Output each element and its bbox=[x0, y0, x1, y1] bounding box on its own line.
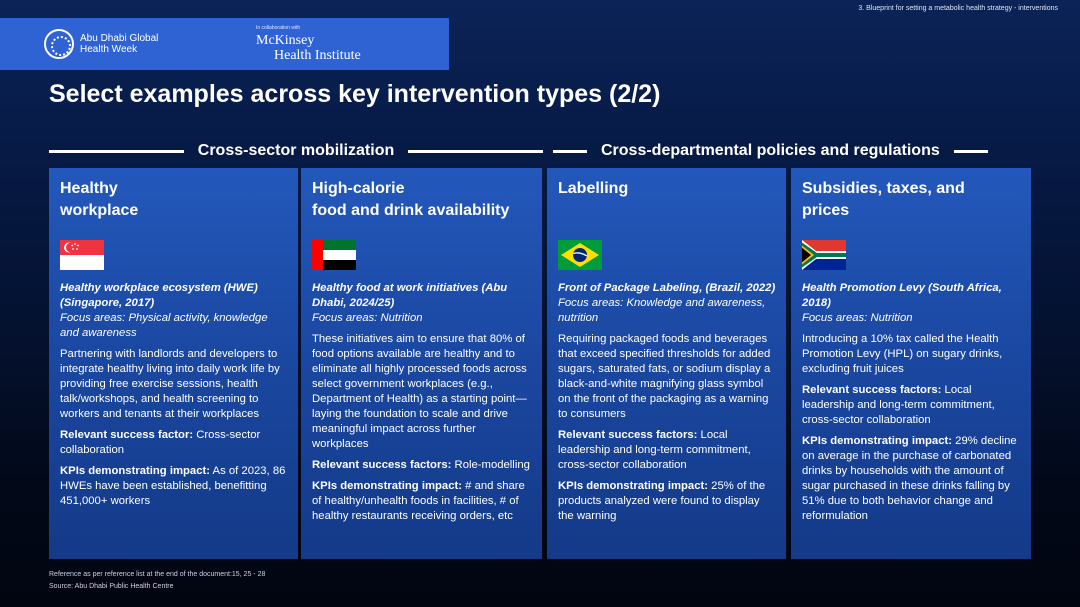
adghw-logo bbox=[44, 28, 174, 60]
page-title: Select examples across key intervention types (2/2) bbox=[49, 80, 661, 108]
footer-source: Source: Abu Dhabi Public Health Centre bbox=[49, 583, 174, 590]
kpi-impact: KPIs demonstrating impact: # and share of healthy/unhealth foods in facilities, # of healthy restaurants receiving orders, etc bbox=[312, 480, 525, 522]
success-factor: Relevant success factor: Cross-sector collaboration bbox=[60, 429, 261, 456]
logo-line1: Abu Dhabi Global bbox=[80, 33, 159, 44]
focus-areas: Focus areas: Nutrition bbox=[312, 312, 423, 324]
focus-areas: Focus areas: Physical activity, knowledge and awareness bbox=[60, 312, 268, 339]
card-title: Subsidies, taxes, and prices bbox=[802, 180, 965, 219]
card-subsidies-taxes bbox=[791, 168, 1031, 559]
brazil-flag-icon bbox=[558, 240, 602, 270]
section-breadcrumb: 3. Blueprint for setting a metabolic health strategy - interventions bbox=[858, 5, 1058, 12]
section-cross-sector bbox=[49, 140, 543, 162]
south-africa-flag-icon bbox=[802, 240, 846, 270]
case-description: Requiring packaged foods and beverages that exceed specified thresholds for added sugars, saturated fats, or sodium display a black-and-white magnifying glass symbol on the front of the packaging as a warning to consumers bbox=[558, 333, 771, 420]
logo-line2: Health Week bbox=[80, 44, 138, 55]
kpi-impact: KPIs demonstrating impact: 25% of the products analyzed were found to display the warning bbox=[558, 480, 766, 522]
case-title: Health Promotion Levy (South Africa, 2018) bbox=[802, 282, 1002, 309]
section-cross-departmental bbox=[553, 140, 1031, 162]
success-factor: Relevant success factors: Local leadership and long-term commitment, cross-sector collaboration bbox=[802, 384, 995, 426]
footer-reference: Reference as per reference list at the end of the document:15, 25 - 28 bbox=[49, 571, 266, 578]
focus-areas: Focus areas: Knowledge and awareness, nutrition bbox=[558, 297, 766, 324]
uae-flag-icon bbox=[312, 240, 356, 270]
section-divider-left bbox=[553, 150, 587, 153]
card-title: Healthy workplace bbox=[60, 180, 139, 219]
case-description: These initiatives aim to ensure that 80% of food options available are healthy and to eliminate all highly processed foods across select government workplaces (e.g., Department of Health) as a starting point—laying the foundation to scale and drive meaningful impact across further workplaces bbox=[312, 333, 527, 450]
card-title: High-calorie food and drink availability bbox=[312, 180, 510, 219]
section-divider-left bbox=[49, 150, 184, 153]
mck-line2: Health Institute bbox=[274, 48, 361, 63]
case-description: Partnering with landlords and developers to integrate healthy living into daily work life by providing free exercise sessions, health talk/workshops, and health screening to workers and tenants at their workplaces bbox=[60, 348, 280, 420]
header-banner bbox=[0, 18, 449, 70]
section-label: Cross-departmental policies and regulations bbox=[601, 142, 940, 159]
focus-areas: Focus areas: Nutrition bbox=[802, 312, 913, 324]
mckinsey-logo bbox=[256, 33, 361, 63]
collab-text: In collaboration with bbox=[256, 25, 301, 31]
case-title: Healthy workplace ecosystem (HWE) (Singapore, 2017) bbox=[60, 282, 258, 309]
card-high-calorie-food bbox=[301, 168, 542, 559]
section-divider-right bbox=[954, 150, 988, 153]
card-healthy-workplace bbox=[49, 168, 298, 559]
case-description: Introducing a 10% tax called the Health Promotion Levy (HPL) on sugary drinks, excluding fruit juices bbox=[802, 333, 1003, 375]
mck-line1: McKinsey bbox=[256, 33, 315, 48]
globe-logo-icon bbox=[44, 29, 74, 59]
case-title: Front of Package Labeling, (Brazil, 2022) bbox=[558, 282, 776, 294]
kpi-impact: KPIs demonstrating impact: 29% decline on average in the purchase of carbonated drinks by households with the amount of sugar purchased in these drinks falling by 51% due to both behavior change and reformulation bbox=[802, 435, 1017, 522]
card-labelling bbox=[547, 168, 786, 559]
kpi-impact: KPIs demonstrating impact: As of 2023, 86 HWEs have been established, benefitting 451,000+ workers bbox=[60, 465, 286, 507]
section-label: Cross-sector mobilization bbox=[197, 142, 395, 159]
success-factor: Relevant success factors: Role-modelling bbox=[312, 459, 530, 471]
singapore-flag-icon bbox=[60, 240, 104, 270]
card-title: Labelling bbox=[558, 180, 629, 197]
success-factor: Relevant success factors: Local leadership and long-term commitment, cross-sector collaboration bbox=[558, 429, 751, 471]
section-divider-right bbox=[408, 150, 543, 153]
case-title: Healthy food at work initiatives (Abu Dhabi, 2024/25) bbox=[312, 282, 508, 309]
